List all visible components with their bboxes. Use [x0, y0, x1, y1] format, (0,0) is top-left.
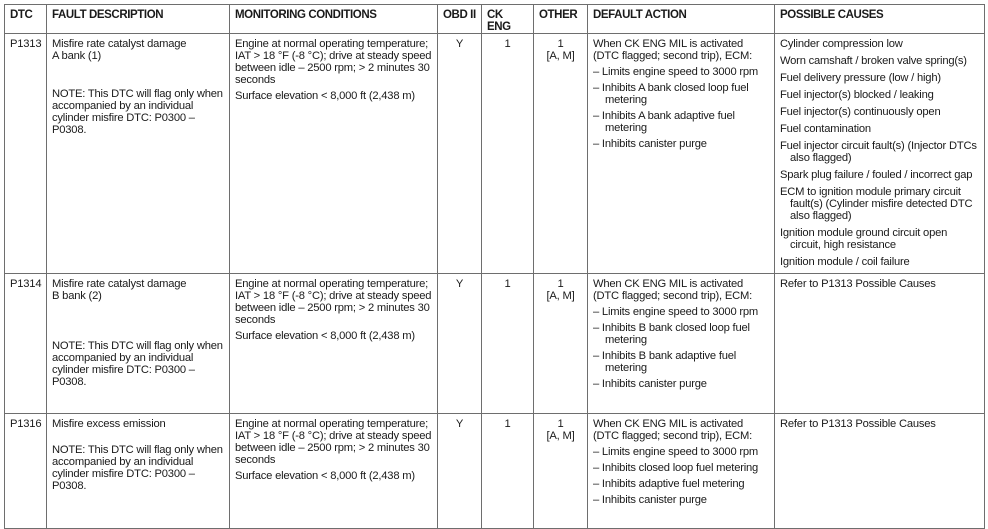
monitoring-conditions-cell — [230, 34, 438, 274]
default-action-item: – Inhibits A bank adaptive fuel metering — [593, 110, 735, 134]
default-action-item: – Limits engine speed to 3000 rpm — [593, 446, 759, 458]
default-action-item: – Inhibits canister purge — [593, 138, 707, 150]
default-action-item: – Inhibits closed loop fuel metering — [593, 462, 759, 474]
default-action-item: – Limits engine speed to 3000 rpm — [593, 306, 759, 318]
default-action-intro: When CK ENG MIL is activated (DTC flagged; second trip), ECM: — [593, 38, 752, 62]
default-action-cell — [588, 274, 775, 414]
possible-cause: ECM to ignition module primary circuit fault(s) (Cylinder misfire detected DTC also flagged) — [780, 186, 973, 222]
default-action-intro: When CK ENG MIL is activated (DTC flagged; second trip), ECM: — [593, 418, 752, 442]
fault-description: Misfire rate catalyst damage — [52, 278, 187, 290]
other-codes: [A, M] — [546, 430, 575, 442]
header-other: OTHER — [534, 5, 588, 34]
possible-cause: Fuel delivery pressure (low / high) — [780, 72, 941, 84]
other-value: 1 — [557, 278, 564, 290]
dtc-table — [4, 4, 985, 529]
obd2-value: Y — [438, 34, 482, 274]
default-action-cell — [588, 34, 775, 274]
monitoring-condition: Engine at normal operating temperature; IAT > 18 °F (-8 °C); drive at steady speed between idle – 2500 rpm; > 2 minutes 30 seconds — [235, 38, 432, 86]
fault-description-cell — [47, 414, 230, 529]
possible-cause: Fuel contamination — [780, 123, 871, 135]
possible-cause: Refer to P1313 Possible Causes — [780, 418, 936, 430]
possible-cause: Cylinder compression low — [780, 38, 903, 50]
default-action-item: – Inhibits B bank closed loop fuel metering — [593, 322, 750, 346]
possible-cause: Spark plug failure / fouled / incorrect gap — [780, 169, 973, 181]
obd2-value: Y — [438, 274, 482, 414]
dtc-code: P1314 — [5, 274, 47, 414]
ck-eng-value: 1 — [482, 414, 534, 529]
fault-description-cell — [47, 34, 230, 274]
possible-causes-cell — [775, 414, 985, 529]
header-default-action: DEFAULT ACTION — [588, 5, 775, 34]
monitoring-condition: Engine at normal operating temperature; IAT > 18 °F (-8 °C); drive at steady speed between idle – 2500 rpm; > 2 minutes 30 seconds — [235, 278, 432, 326]
default-action-intro: When CK ENG MIL is activated (DTC flagged; second trip), ECM: — [593, 278, 752, 302]
header-row — [5, 5, 985, 34]
default-action-item: – Inhibits B bank adaptive fuel metering — [593, 350, 737, 374]
monitoring-elevation: Surface elevation < 8,000 ft (2,438 m) — [235, 470, 415, 482]
possible-causes-cell — [775, 274, 985, 414]
table-row — [5, 274, 985, 414]
other-cell — [534, 414, 588, 529]
fault-description: Misfire excess emission — [52, 418, 166, 430]
possible-cause: Fuel injector(s) continuously open — [780, 106, 941, 118]
fault-description: Misfire rate catalyst damage — [52, 38, 187, 50]
default-action-item: – Limits engine speed to 3000 rpm — [593, 66, 759, 78]
other-value: 1 — [557, 418, 564, 430]
header-possible-causes: POSSIBLE CAUSES — [775, 5, 985, 34]
fault-note: NOTE: This DTC will flag only when accompanied by an individual cylinder misfire DTC: P0300 – P0308. — [52, 88, 223, 136]
dtc-code: P1313 — [5, 34, 47, 274]
dtc-code: P1316 — [5, 414, 47, 529]
default-action-item: – Inhibits canister purge — [593, 378, 707, 390]
default-action-item: – Inhibits canister purge — [593, 494, 707, 506]
table-row — [5, 34, 985, 274]
fault-note: NOTE: This DTC will flag only when accompanied by an individual cylinder misfire DTC: P0300 – P0308. — [52, 340, 223, 388]
possible-cause: Ignition module ground circuit open circuit, high resistance — [780, 227, 948, 251]
possible-cause: Fuel injector circuit fault(s) (Injector DTCs also flagged) — [780, 140, 977, 164]
other-codes: [A, M] — [546, 290, 575, 302]
monitoring-elevation: Surface elevation < 8,000 ft (2,438 m) — [235, 90, 415, 102]
fault-note: NOTE: This DTC will flag only when accompanied by an individual cylinder misfire DTC: P0300 – P0308. — [52, 444, 223, 492]
other-cell — [534, 274, 588, 414]
other-cell — [534, 34, 588, 274]
table-row — [5, 414, 985, 529]
default-action-item: – Inhibits adaptive fuel metering — [593, 478, 745, 490]
default-action-item: – Inhibits A bank closed loop fuel metering — [593, 82, 749, 106]
monitoring-conditions-cell — [230, 414, 438, 529]
fault-description-bank: A bank (1) — [52, 50, 101, 62]
header-monitoring-conditions: MONITORING CONDITIONS — [230, 5, 438, 34]
header-fault-description: FAULT DESCRIPTION — [47, 5, 230, 34]
fault-description-bank: B bank (2) — [52, 290, 102, 302]
ck-eng-value: 1 — [482, 274, 534, 414]
possible-cause: Worn camshaft / broken valve spring(s) — [780, 55, 967, 67]
header-obd2: OBD II — [438, 5, 482, 34]
other-codes: [A, M] — [546, 50, 575, 62]
fault-description-cell — [47, 274, 230, 414]
monitoring-conditions-cell — [230, 274, 438, 414]
possible-causes-cell — [775, 34, 985, 274]
ck-eng-value: 1 — [482, 34, 534, 274]
monitoring-condition: Engine at normal operating temperature; IAT > 18 °F (-8 °C); drive at steady speed between idle – 2500 rpm; > 2 minutes 30 seconds — [235, 418, 432, 466]
default-action-cell — [588, 414, 775, 529]
obd2-value: Y — [438, 414, 482, 529]
possible-cause: Fuel injector(s) blocked / leaking — [780, 89, 934, 101]
header-dtc: DTC — [5, 5, 47, 34]
possible-cause: Refer to P1313 Possible Causes — [780, 278, 936, 290]
possible-cause: Ignition module / coil failure — [780, 256, 910, 268]
monitoring-elevation: Surface elevation < 8,000 ft (2,438 m) — [235, 330, 415, 342]
other-value: 1 — [557, 38, 564, 50]
header-ck-eng: CK ENG — [482, 5, 534, 34]
